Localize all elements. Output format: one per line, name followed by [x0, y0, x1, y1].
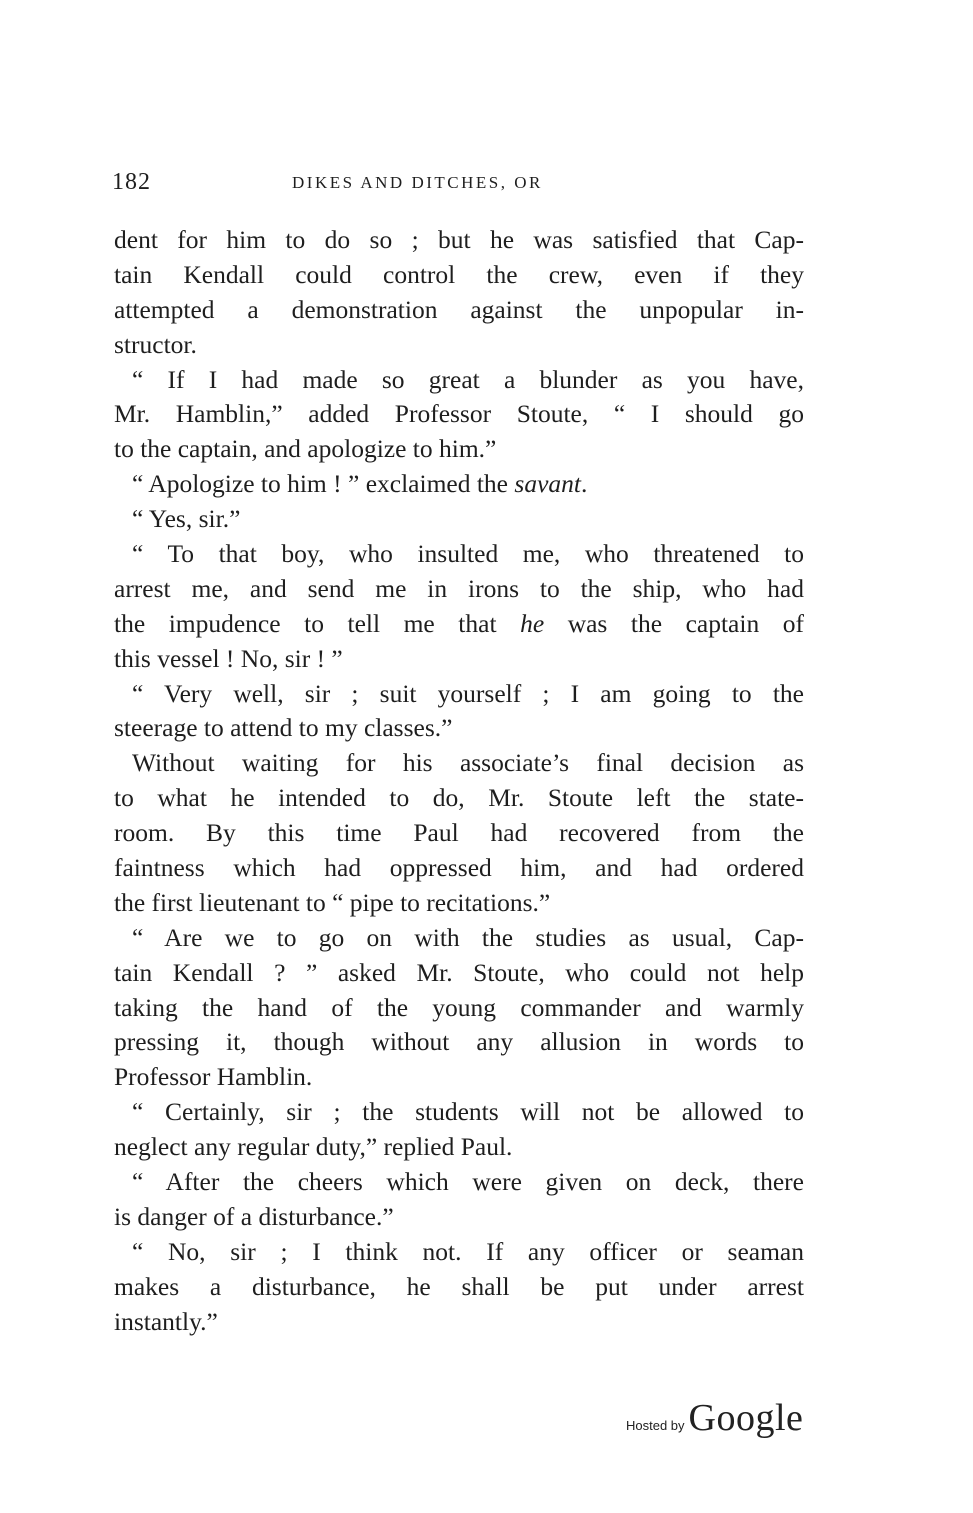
- text-line: “ After the cheers which were given on deck, there: [132, 1167, 804, 1197]
- text-line: “ Yes, sir.”: [132, 504, 241, 534]
- text-line: room. By this time Paul had recovered from the: [114, 818, 804, 848]
- text-segment: the impudence to tell me that: [114, 608, 521, 638]
- italic-word: he: [520, 608, 545, 638]
- hosted-by-label: Hosted by: [626, 1418, 685, 1433]
- text-line: arrest me, and send me in irons to the ship, who had: [114, 573, 804, 603]
- google-logo: Google: [688, 1397, 804, 1439]
- hosted-by-google-mark: [626, 1396, 803, 1446]
- text-line: steerage to attend to my classes.”: [114, 713, 453, 743]
- text-line: structor.: [114, 329, 197, 359]
- text-line: faintness which had oppressed him, and had ordered: [114, 853, 804, 883]
- text-line: Without waiting for his associate’s final decision as: [132, 748, 804, 778]
- page-header: [112, 166, 802, 198]
- running-head: DIKES AND DITCHES, OR: [292, 173, 543, 192]
- text-line: Mr. Hamblin,” added Professor Stoute, “ I should go: [114, 399, 804, 429]
- text-line: makes a disturbance, he shall be put under arrest: [114, 1271, 804, 1301]
- text-segment: “ Apologize to him ! ” exclaimed the: [132, 469, 515, 499]
- text-line: instantly.”: [114, 1306, 218, 1336]
- text-line: pressing it, though without any allusion in words to: [114, 1027, 804, 1057]
- text-line: this vessel ! No, sir ! ”: [114, 643, 343, 673]
- text-line: “ To that boy, who insulted me, who threatened to: [132, 539, 804, 569]
- text-line: “ Very well, sir ; suit yourself ; I am going to the: [132, 678, 804, 708]
- text-line: attempted a demonstration against the unpopular in-: [114, 294, 804, 324]
- text-line: “ Certainly, sir ; the students will not be allowed to: [132, 1097, 804, 1127]
- text-segment: was the captain of: [544, 608, 804, 638]
- text-line: [114, 607, 804, 642]
- text-segment: .: [580, 469, 588, 499]
- text-line: taking the hand of the young commander and warmly: [114, 992, 804, 1022]
- text-line: to the captain, and apologize to him.”: [114, 434, 497, 464]
- text-line: neglect any regular duty,” replied Paul.: [114, 1132, 513, 1162]
- text-line: dent for him to do so ; but he was satisfied that Cap-: [114, 225, 804, 254]
- text-line: to what he intended to do, Mr. Stoute left the state-: [114, 783, 804, 813]
- text-line: “ Are we to go on with the studies as usual, Cap-: [132, 922, 804, 952]
- page-number: 182: [112, 169, 151, 195]
- italic-word: savant: [514, 469, 581, 499]
- text-line: tain Kendall ? ” asked Mr. Stoute, who could not help: [114, 957, 804, 987]
- text-line: is danger of a disturbance.”: [114, 1201, 394, 1231]
- text-line: tain Kendall could control the crew, even if they: [114, 259, 804, 289]
- text-line: “ If I had made so great a blunder as you have,: [132, 364, 804, 394]
- text-line: [114, 467, 804, 502]
- body-text: [114, 223, 804, 1340]
- text-line: Professor Hamblin.: [114, 1062, 313, 1092]
- text-line: “ No, sir ; I think not. If any officer or seaman: [132, 1236, 804, 1266]
- text-line: the first lieutenant to “ pipe to recitations.”: [114, 887, 551, 917]
